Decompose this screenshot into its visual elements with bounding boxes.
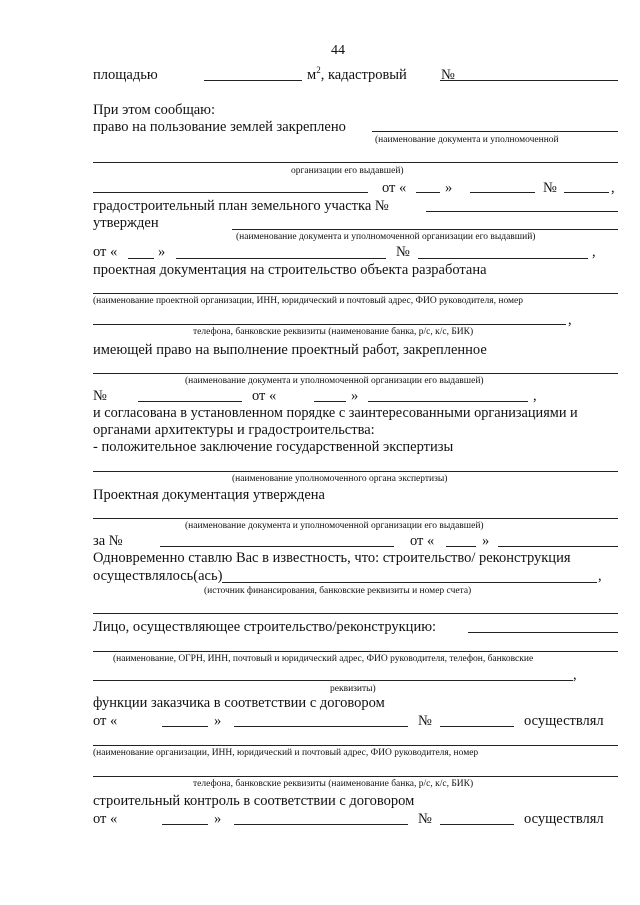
customer-org-blank[interactable] [93, 745, 618, 746]
land-right-doc-blank[interactable] [372, 131, 618, 132]
project-org-caption-2: телефона, банковские реквизиты (наименование банка, р/с, к/с, БИК) [193, 327, 474, 337]
number-sign: № [543, 180, 557, 196]
project-org-blank-2[interactable] [93, 324, 566, 325]
gpzu-caption: (наименование документа и уполномоченной организации его выдавший) [236, 232, 536, 242]
quote-close: » [445, 180, 453, 196]
construction-control-label: строительный контроль в соответствии с договором [93, 793, 415, 809]
builder-blank-3[interactable] [93, 680, 573, 681]
quote-close: » [158, 244, 166, 260]
customer-functions-label: функции заказчика в соответствии с договором [93, 695, 385, 711]
expertise-body-blank[interactable] [93, 471, 618, 472]
comma: , [568, 312, 572, 328]
comma: , [598, 568, 602, 584]
from-label: от « [93, 244, 118, 260]
expertise-caption: (наименование уполномоченного органа экспертизы) [232, 474, 448, 484]
from-label: от « [410, 533, 435, 549]
from-label: от « [93, 713, 118, 729]
customer-org-caption-2: телефона, банковские реквизиты (наименование банка, р/с, к/с, БИК) [193, 779, 474, 789]
financing-blank[interactable] [222, 582, 597, 583]
date-month-blank[interactable] [234, 824, 408, 825]
builder-caption-2: реквизиты) [330, 684, 376, 694]
builder-blank[interactable] [468, 632, 618, 633]
area-blank[interactable] [204, 80, 302, 81]
performed-label: осуществлял [524, 811, 604, 827]
builder-blank-2[interactable] [93, 651, 618, 652]
expertise-label: - положительное заключение государственной экспертизы [93, 439, 454, 455]
date-day-blank[interactable] [128, 258, 154, 259]
architecture-bodies-text: органами архитектуры и градостроительства: [93, 422, 375, 438]
project-org-caption: (наименование проектной организации, ИНН, юридический и почтовый адрес, ФИО руководителя, номер [93, 296, 524, 306]
comma: , [592, 244, 596, 260]
financing-caption: (источник финансирования, банковские реквизиты и номер счета) [204, 586, 472, 596]
project-approved-caption: (наименование документа и уполномоченной организации его выдавшей) [185, 521, 484, 531]
contract-number-blank[interactable] [440, 726, 514, 727]
performed-label: осуществлял [524, 713, 604, 729]
gpzu-label: градостроительный план земельного участка № [93, 198, 389, 214]
number-sign: № [418, 713, 432, 729]
project-docs-label: проектная документация на строительство объекта разработана [93, 262, 487, 278]
financing-label: осуществлялось(ась) [93, 568, 223, 584]
number-sign: № [396, 244, 410, 260]
area-label: площадью [93, 67, 158, 83]
project-approved-blank[interactable] [93, 518, 618, 519]
contract-number-blank[interactable] [440, 824, 514, 825]
gpzu-approved-blank[interactable] [232, 229, 618, 230]
cadastral-number-blank[interactable] [440, 80, 618, 81]
comma: , [611, 180, 615, 196]
date-day-blank[interactable] [446, 546, 476, 547]
license-label: имеющей право на выполнение проектный работ, закрепленное [93, 342, 487, 358]
comma: , [533, 388, 537, 404]
date-month-blank[interactable] [176, 258, 386, 259]
project-org-blank[interactable] [93, 293, 618, 294]
date-month-blank[interactable] [368, 401, 528, 402]
date-day-blank[interactable] [162, 824, 208, 825]
land-right-org-blank[interactable] [93, 162, 618, 163]
statement-heading: При этом сообщаю: [93, 102, 216, 118]
doc-number-blank[interactable] [564, 192, 609, 193]
project-approved-label: Проектная документация утверждена [93, 487, 325, 503]
gpzu-number-blank[interactable] [426, 211, 618, 212]
financing-blank-2[interactable] [93, 613, 618, 614]
date-day-blank[interactable] [416, 192, 440, 193]
quote-close: » [214, 713, 222, 729]
number-label: за № [93, 533, 123, 549]
land-right-blank-2[interactable] [93, 192, 368, 193]
customer-org-blank-2[interactable] [93, 776, 618, 777]
quote-close: » [214, 811, 222, 827]
builder-caption: (наименование, ОГРН, ИНН, почтовый и юридический адрес, ФИО руководителя, телефон, банковские [113, 654, 534, 664]
land-right-label: право на пользование землей закреплено [93, 119, 346, 135]
comma: , [573, 667, 577, 683]
from-label: от « [382, 180, 407, 196]
quote-close: » [351, 388, 359, 404]
date-month-blank[interactable] [470, 192, 535, 193]
unit-label: $м^2$, кадастровый [307, 65, 407, 83]
land-right-doc-caption: (наименование документа и уполномоченной [375, 135, 559, 145]
approval-number-blank[interactable] [160, 546, 394, 547]
from-label: от « [93, 811, 118, 827]
customer-org-caption: (наименование организации, ИНН, юридический и почтовый адрес, ФИО руководителя, номер [93, 748, 479, 758]
land-right-org-caption: организации его выдавшей) [291, 166, 404, 176]
date-day-blank[interactable] [162, 726, 208, 727]
agreed-text: и согласована в установленном порядке с заинтересованными организациями и [93, 405, 578, 421]
approved-label: утвержден [93, 215, 159, 231]
date-day-blank[interactable] [314, 401, 346, 402]
date-month-blank[interactable] [234, 726, 408, 727]
quote-close: » [482, 533, 490, 549]
license-doc-blank[interactable] [93, 373, 618, 374]
number-sign: № [418, 811, 432, 827]
builder-label: Лицо, осуществляющее строительство/реконструкцию: [93, 619, 437, 635]
license-caption: (наименование документа и уполномоченной организации его выдавшей) [185, 376, 484, 386]
date-month-blank[interactable] [498, 546, 618, 547]
page-number: 44 [331, 43, 345, 58]
license-number-blank[interactable] [138, 401, 242, 402]
number-sign: № [93, 388, 107, 404]
number-sign: № [441, 67, 455, 83]
notice-text: Одновременно ставлю Вас в известность, что: строительство/ реконструкция [93, 550, 571, 566]
from-label: от « [252, 388, 277, 404]
doc-number-blank[interactable] [418, 258, 588, 259]
